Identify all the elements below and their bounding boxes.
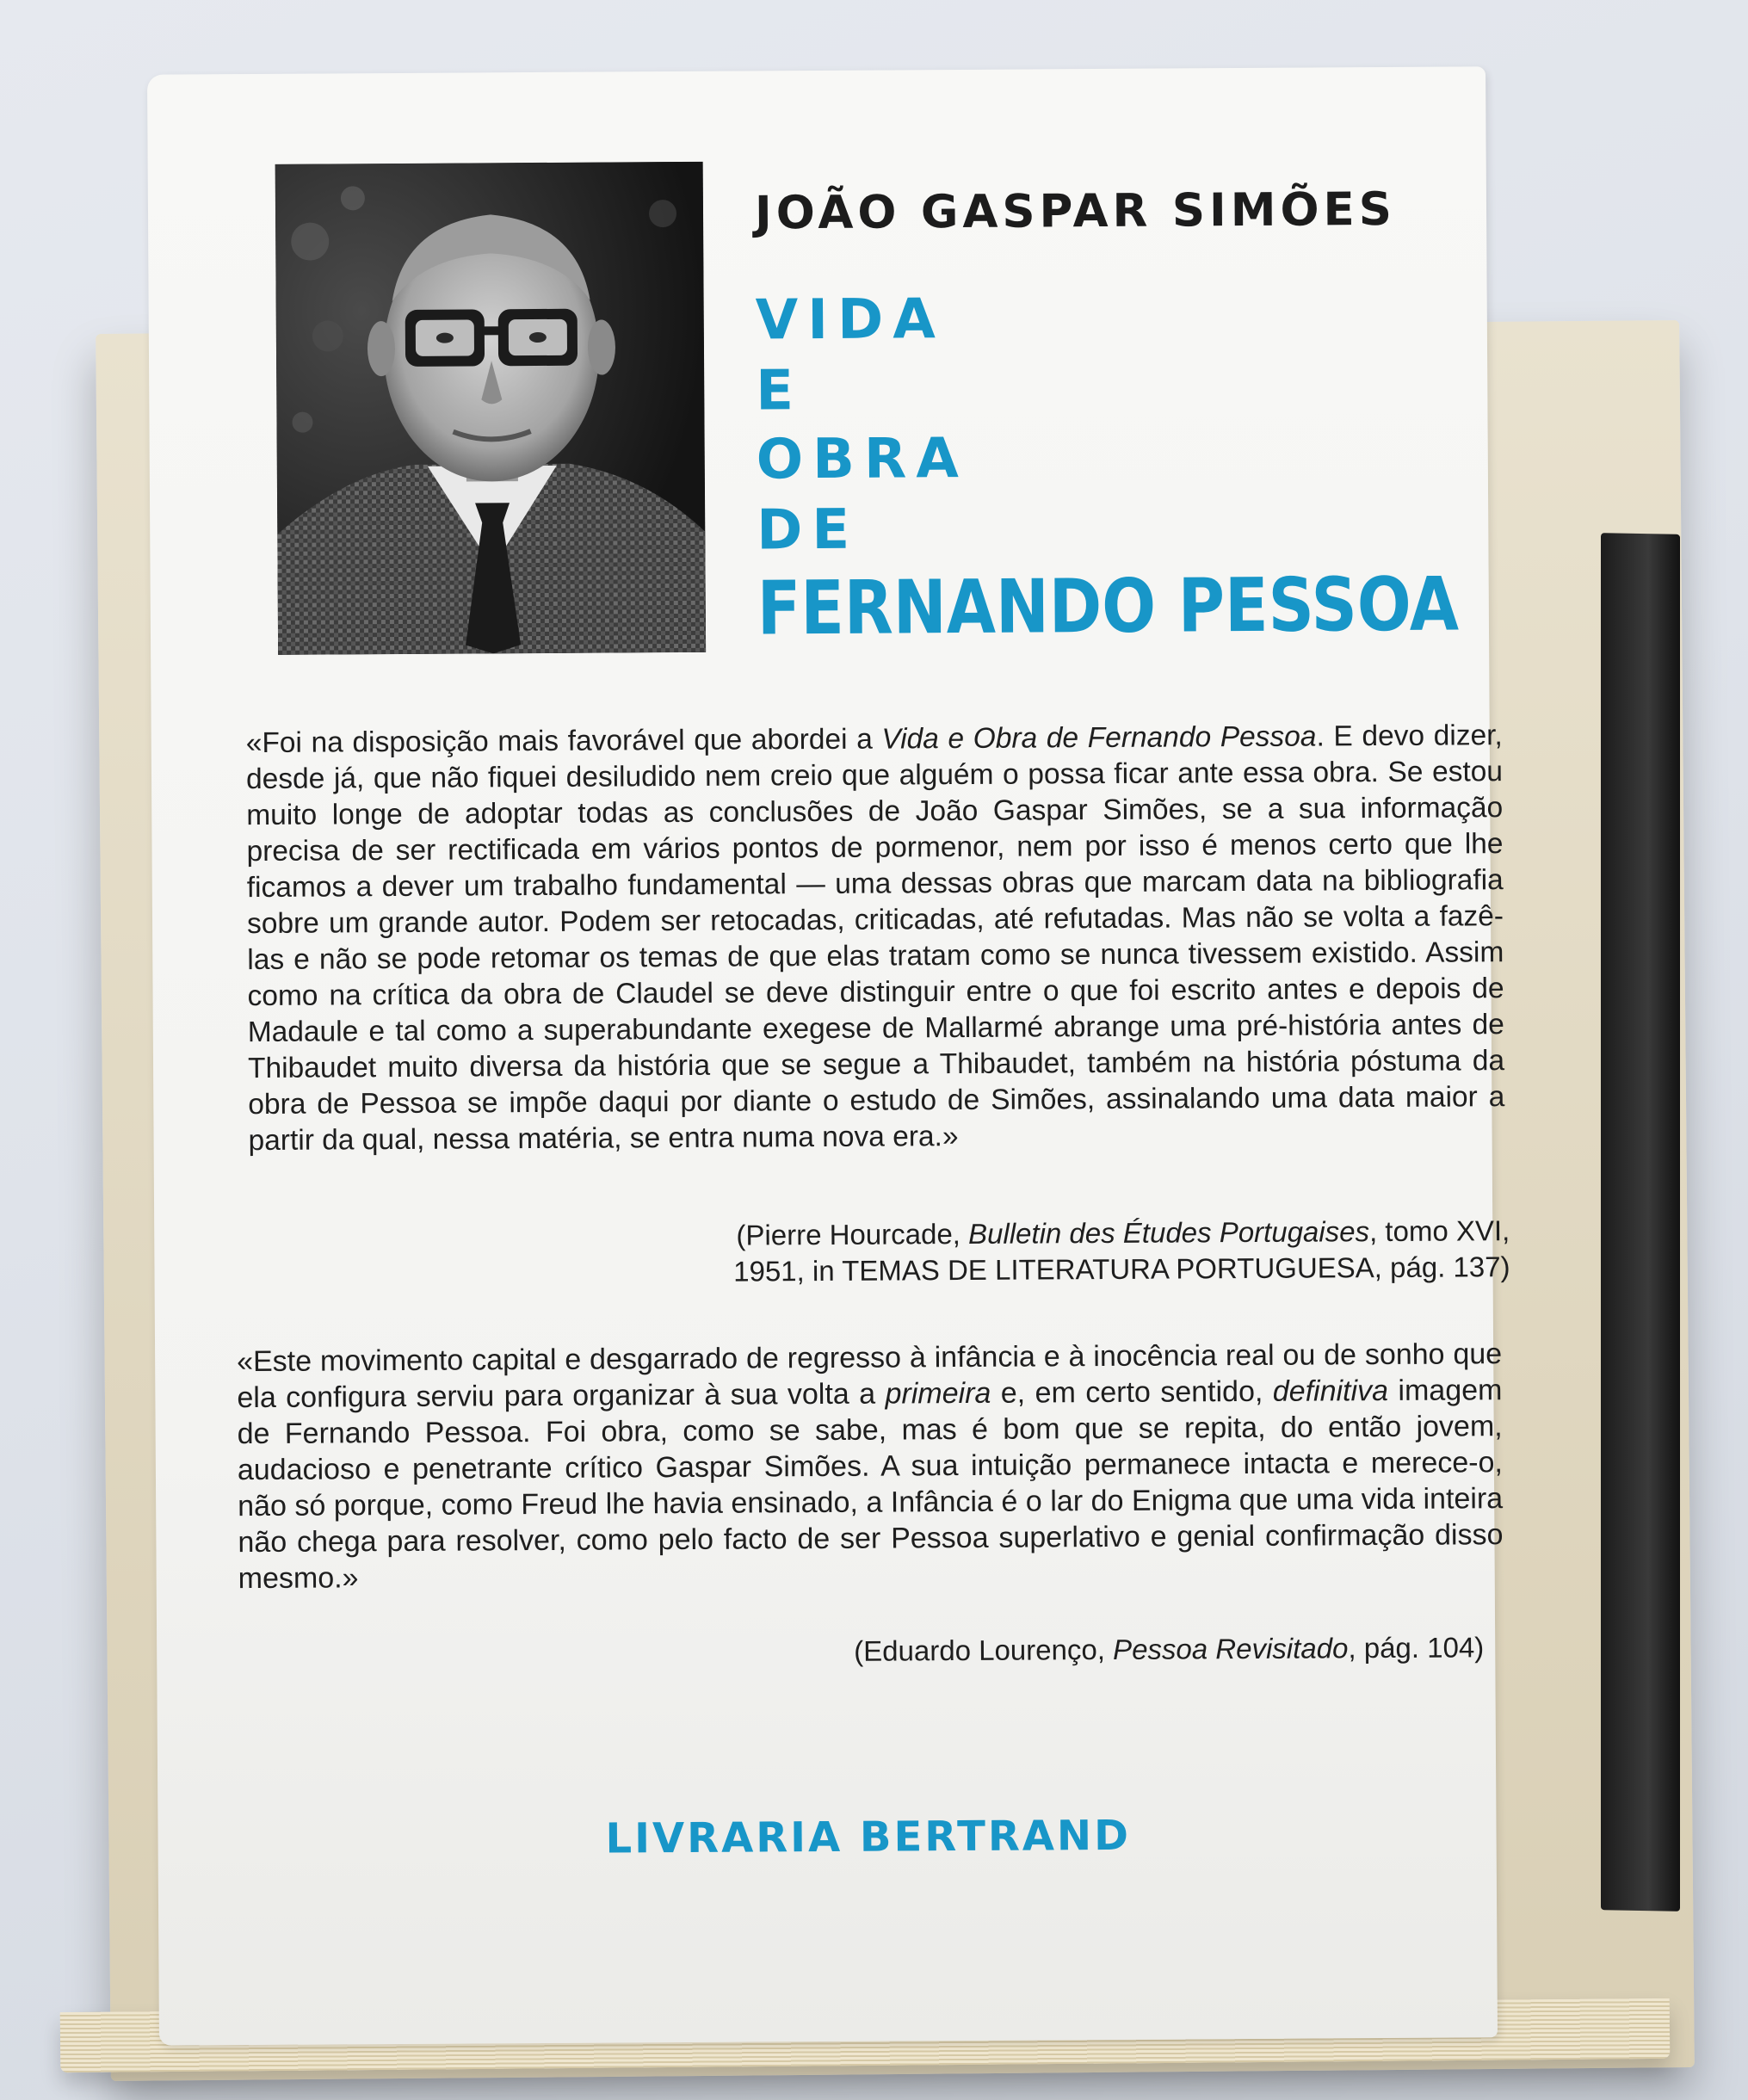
author-name: JOÃO GASPAR SIMÕES xyxy=(754,182,1397,240)
title-fernando-pessoa: FERNANDO PESSOA xyxy=(757,561,1460,652)
title-line-e: E xyxy=(756,359,804,423)
publisher-name: LIVRARIA BERTRAND xyxy=(605,1811,1132,1863)
quote-hourcade: «Foi na disposição mais favorável que abordei a Vida e Obra de Fernando Pessoa. E devo dizer, desde já, que não fiquei desiludido nem creio que alguém o possa ficar ante essa obra. Se estou muito longe de adoptar todas as conclusões de João Gaspar Simões, se a sua informação precisa de ser rectificada em vários pontos de pormenor, nem por isso é menos certo que lhe ficamos a dever um trabalho fundamental — uma dessas obras que marcam data na bibliografia sobre um grande autor. Podem ser retocadas, criticadas, até refutadas. Mas não se volta a fazê-las e não se pode retomar os temas de que elas tratam como se nunca tivessem existido. Assim como na crítica da obra de Claudel se deve distinguir entre o que foi escrito antes e depois de Madaule e tal como a superabundante exegese de Mallarmé abrange uma pré-história antes de Thibaudet muito diversa da história que se segue a Thibaudet, também na história póstuma da obra de Pessoa se impõe daqui por diante o estudo de Simões, assinalando uma data maior a partir da qual, nessa matéria, se entra numa nova era.» xyxy=(245,720,1505,1158)
author-portrait-image xyxy=(275,162,706,655)
citation-lourenco: (Eduardo Lourenço, Pessoa Revisitado, pág. 104) xyxy=(854,1631,1485,1667)
back-cover xyxy=(147,66,1510,2045)
citation-hourcade: (Pierre Hourcade, Bulletin des Études Portugaises, tomo XVI, 1951, in TEMAS DE LITERATURA PORTUGUESA, pág. 137) xyxy=(733,1214,1510,1288)
book-spine-edge xyxy=(1601,533,1680,1912)
title-line-de: DE xyxy=(757,497,860,563)
quote-lourenco: «Este movimento capital e desgarrado de regresso à infância e à inocência real ou de sonho que ela configura serviu para organizar à sua volta a primeira e, em certo sentido, definitiva imagem de Fernando Pessoa. Foi obra, como se sabe, mas é bom que se repita, do então jovem, audacioso e penetrante crítico Gaspar Simões. A sua intuição permanece intacta e merece-o, não só porque, como Freud lhe havia ensinado, a Infância é o lar do Enigma que uma vida inteira não chega para resolver, como pelo facto de ser Pessoa superlativo e genial confirmação disso mesmo.» xyxy=(237,1337,1504,1596)
title-line-obra: OBRA xyxy=(756,426,968,492)
author-photo xyxy=(275,162,706,655)
title-line-vida: VIDA xyxy=(755,287,946,353)
